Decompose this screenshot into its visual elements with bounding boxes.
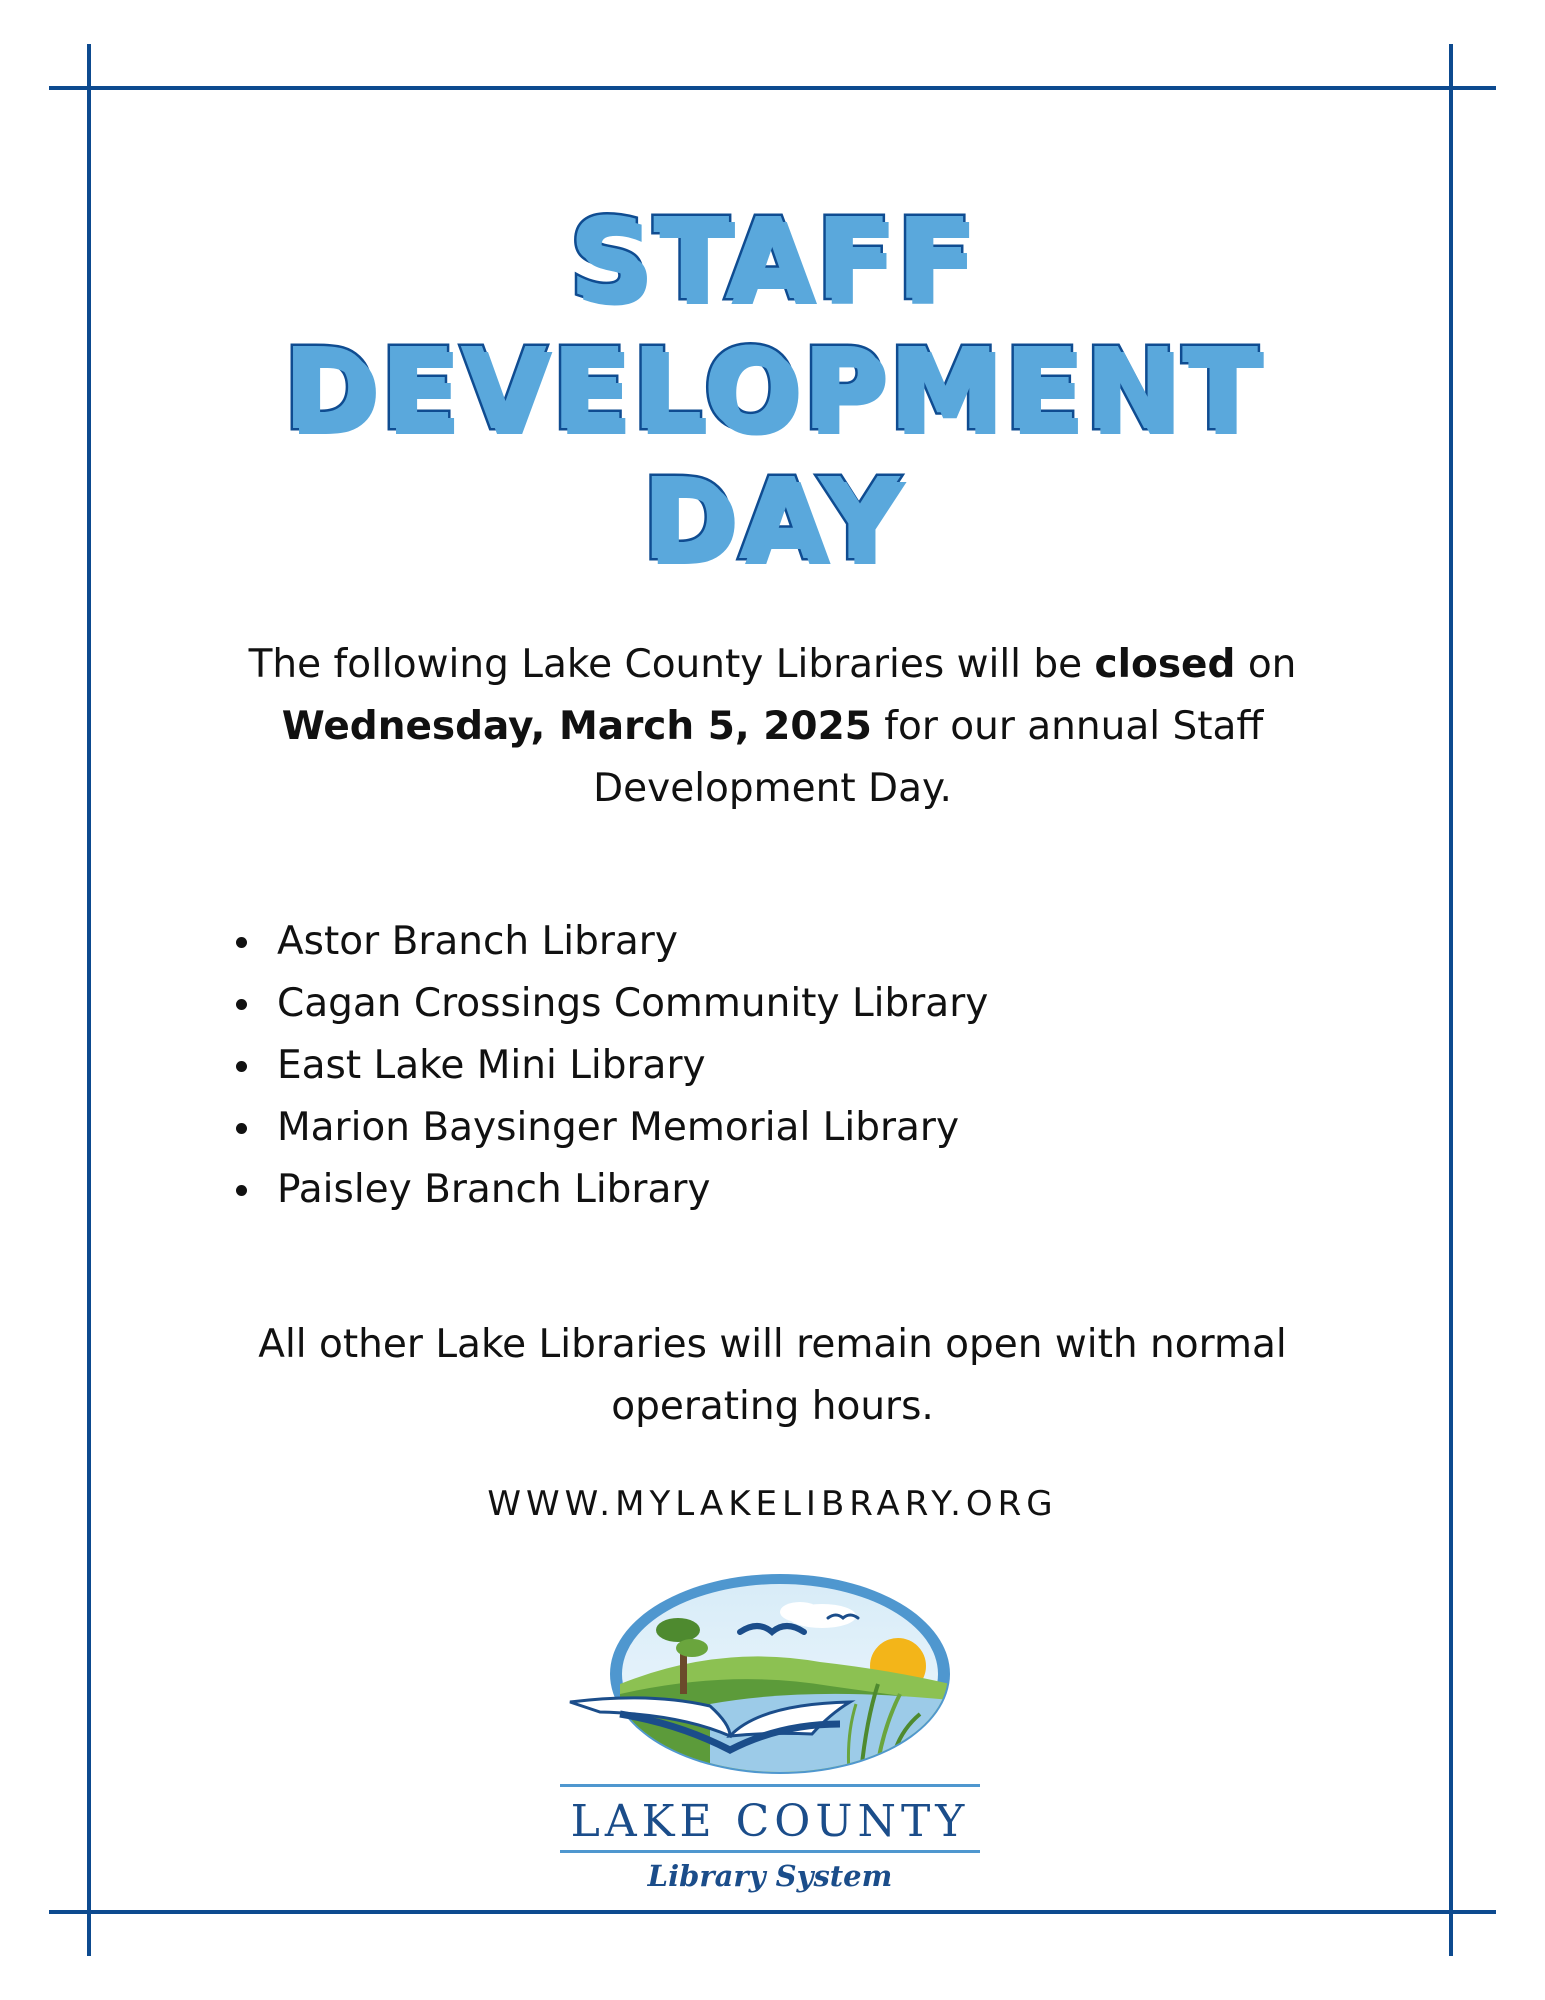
branch-name: East Lake Mini Library: [277, 1043, 706, 1088]
frame-top-line: [49, 86, 1496, 90]
logo-rule-bottom: [560, 1850, 980, 1853]
logo-emblem-icon: [560, 1574, 980, 1794]
logo-name: LAKE COUNTY: [570, 1796, 970, 1847]
intro-text-3: for our annual Staff Development Day.: [593, 704, 1264, 811]
bullet-icon: [236, 937, 247, 948]
bullet-icon: [236, 999, 247, 1010]
bullet-icon: [236, 1123, 247, 1134]
closing-note: All other Lake Libraries will remain open with normal operating hours.: [258, 1322, 1287, 1429]
branch-list: [230, 911, 988, 1221]
website-url: WWW.MYLAKELIBRARY.ORG: [487, 1484, 1058, 1524]
closure-date: Wednesday, March 5, 2025: [281, 704, 872, 749]
frame-bottom-line: [49, 1910, 1496, 1914]
branch-name: Marion Baysinger Memorial Library: [277, 1105, 960, 1150]
intro-paragraph: [180, 634, 1365, 820]
list-item: [230, 1035, 988, 1097]
title-line-3: DAY: [641, 455, 904, 585]
intro-text-1: The following Lake County Libraries will be: [248, 642, 1095, 687]
branch-name: Astor Branch Library: [277, 919, 678, 964]
branch-name: Paisley Branch Library: [277, 1167, 711, 1212]
title-line-1: STAFF: [568, 195, 977, 325]
list-item: [230, 1159, 988, 1221]
page-title: [0, 195, 1545, 585]
intro-text-2: on: [1235, 642, 1297, 687]
list-item: [230, 1097, 988, 1159]
bullet-icon: [236, 1185, 247, 1196]
list-item: [230, 973, 988, 1035]
branch-name: Cagan Crossings Community Library: [277, 981, 989, 1026]
closed-emphasis: closed: [1094, 642, 1236, 687]
list-item: [230, 911, 988, 973]
bullet-icon: [236, 1061, 247, 1072]
library-logo: [560, 1574, 980, 1904]
logo-rule-top: [560, 1784, 980, 1787]
title-line-2: DEVELOPMENT: [282, 325, 1263, 455]
logo-subtitle: Library System: [647, 1859, 893, 1893]
